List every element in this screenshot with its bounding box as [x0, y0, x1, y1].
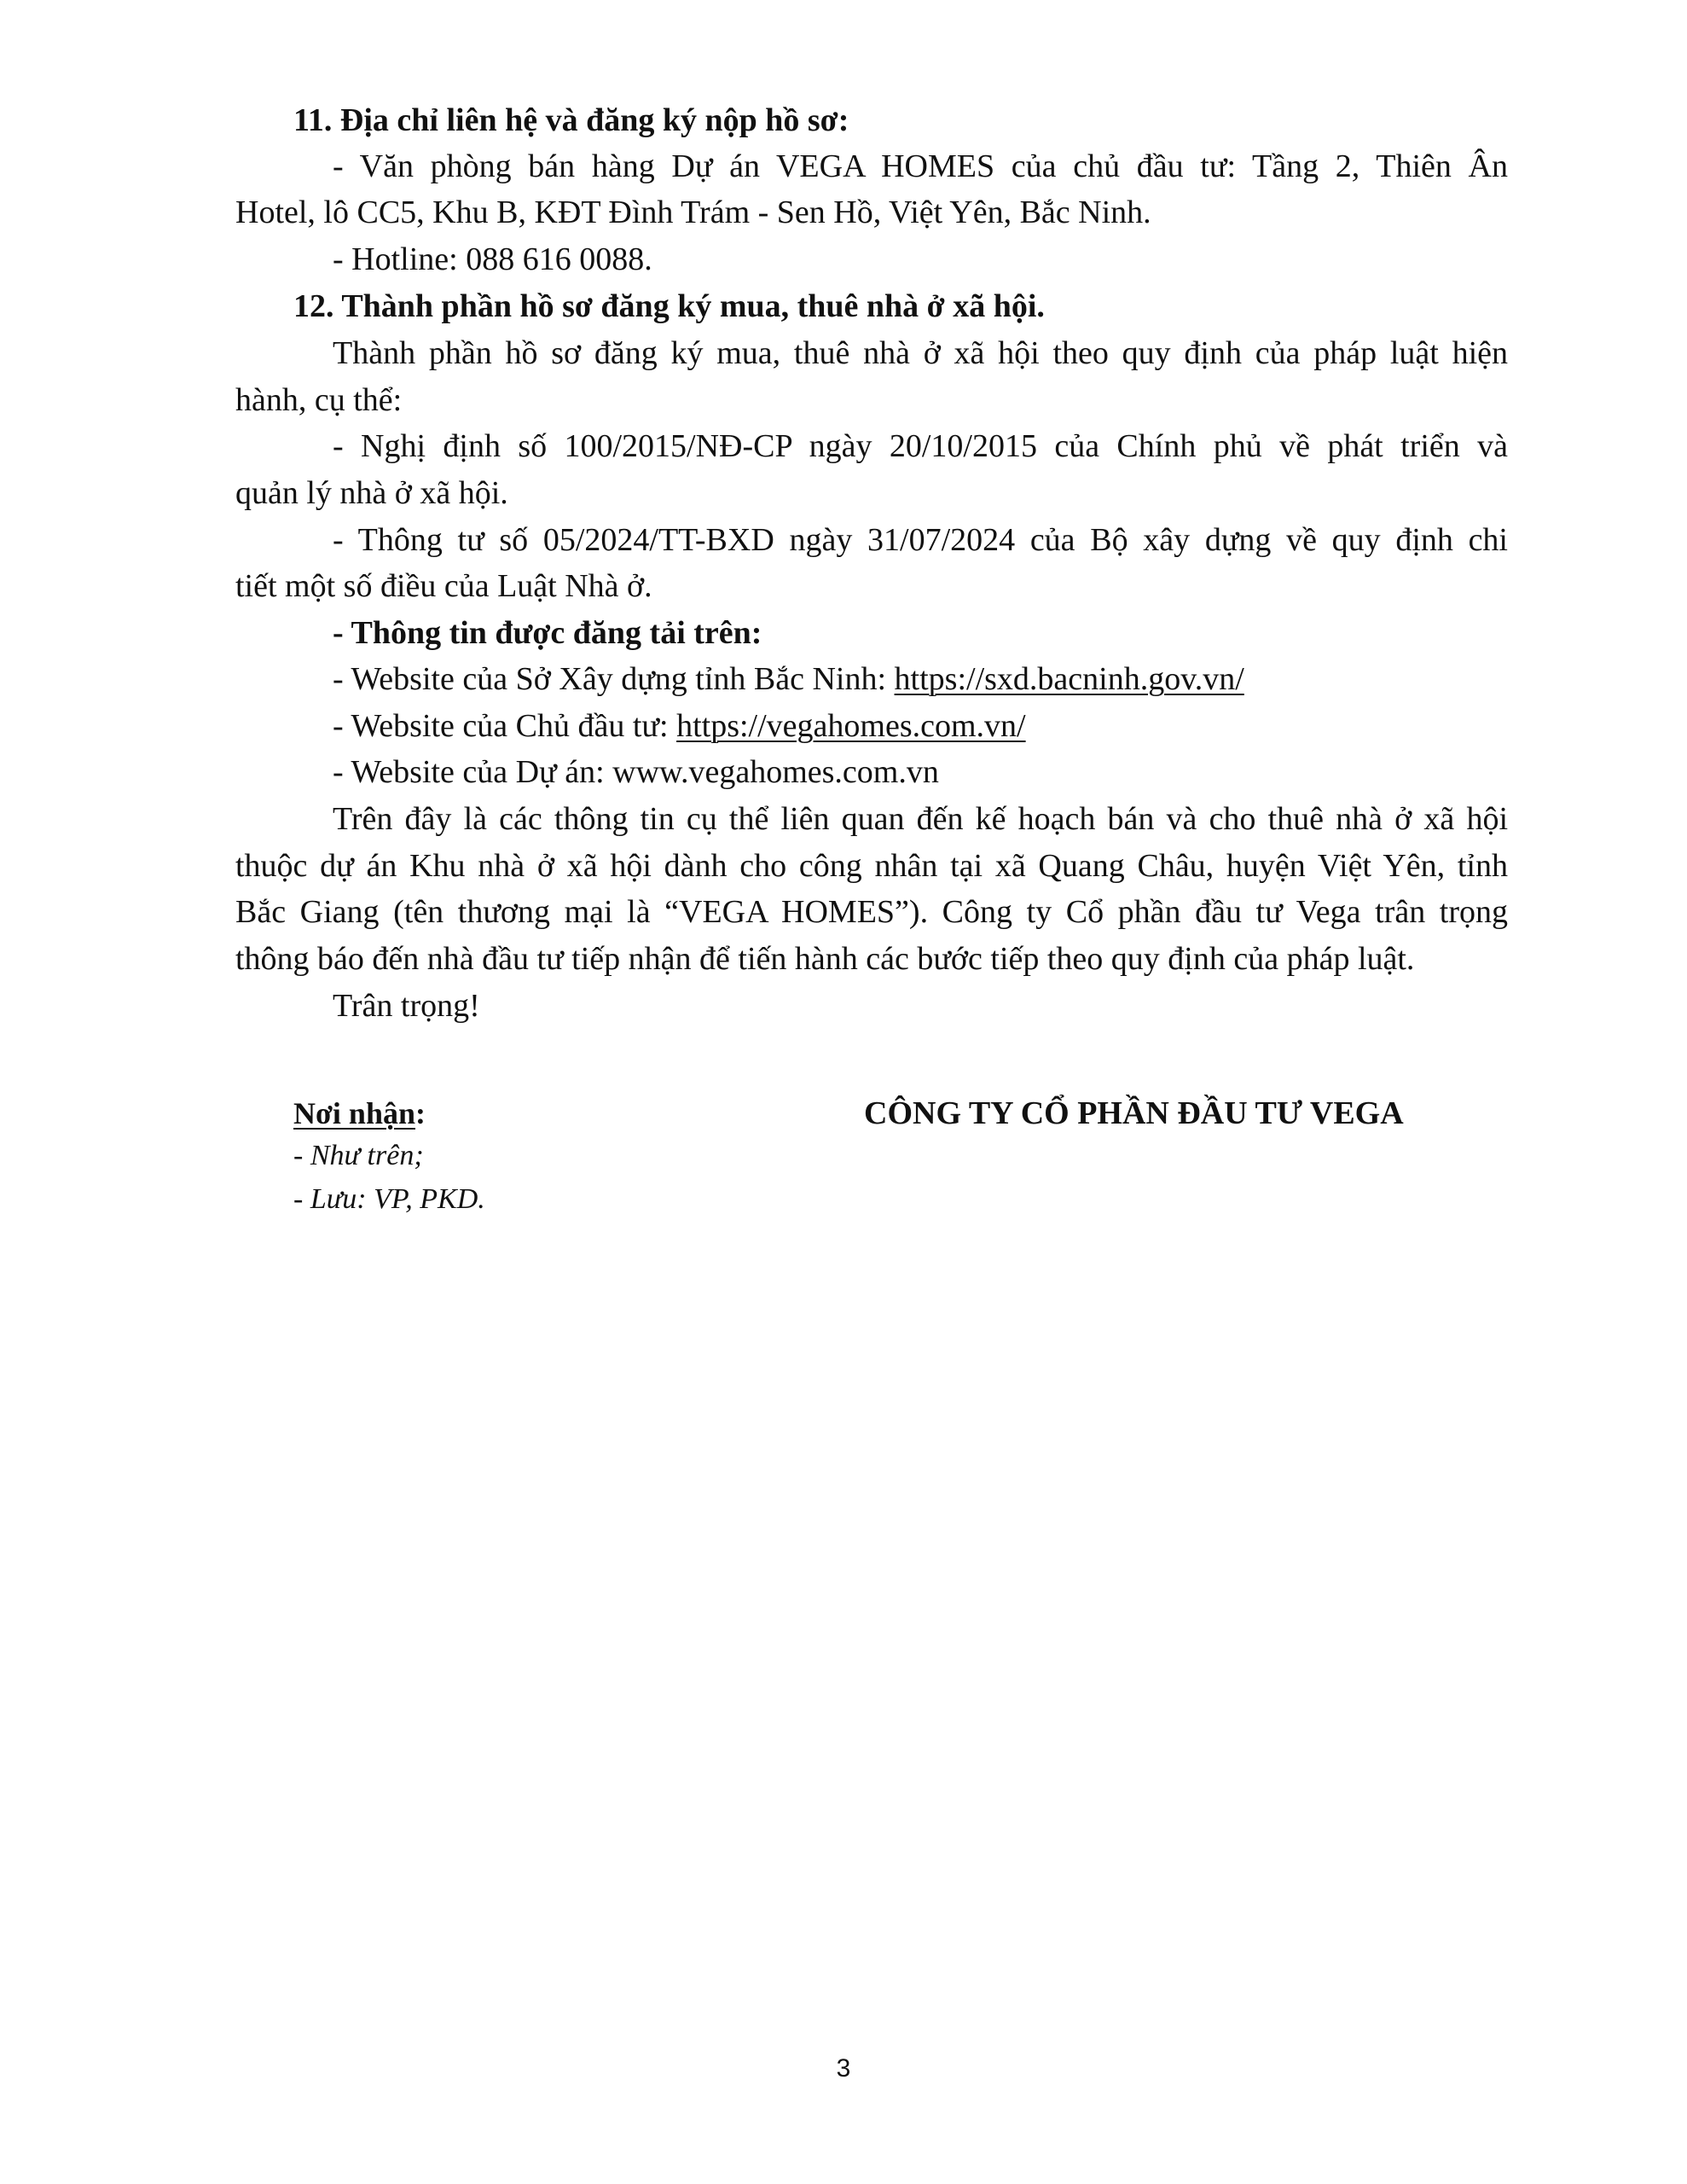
recipient-item-1: - Như trên;	[293, 1140, 424, 1171]
page-number: 3	[836, 2054, 851, 2082]
section-11-office-line-2: Hotel, lô CC5, Khu B, KĐT Đình Trám - Sen Hồ, Việt Yên, Bắc Ninh.	[235, 195, 1151, 230]
website-department-link[interactable]: https://sxd.bacninh.gov.vn/	[894, 661, 1244, 697]
decree-line-1: - Nghị định số 100/2015/NĐ-CP ngày 20/10/2015 của Chính phủ về phát triển và	[333, 428, 1508, 464]
website-department-line	[333, 659, 1244, 699]
section-12-intro-line-2: hành, cụ thể:	[235, 382, 403, 418]
recipient-item-2: - Lưu: VP, PKD.	[293, 1183, 485, 1215]
closing-line-4: thông báo đến nhà đầu tư tiếp nhận để tiến hành các bước tiếp theo quy định của pháp luật.	[235, 941, 1415, 977]
section-11-heading: 11. Địa chỉ liên hệ và đăng ký nộp hồ sơ:	[293, 102, 849, 138]
recipients-label: Nơi nhận	[293, 1096, 415, 1130]
signature-company-name: CÔNG TY CỔ PHẦN ĐẦU TƯ VEGA	[864, 1095, 1404, 1131]
website-project-line: - Website của Dự án: www.vegahomes.com.vn	[333, 754, 939, 790]
closing-line-1: Trên đây là các thông tin cụ thể liên quan đến kế hoạch bán và cho thuê nhà ở xã hội	[333, 801, 1508, 837]
closing-regards: Trân trọng!	[333, 988, 480, 1024]
section-11-hotline: - Hotline: 088 616 0088.	[333, 241, 652, 277]
closing-line-3: Bắc Giang (tên thương mại là “VEGA HOMES”). Công ty Cổ phần đầu tư Vega trân trọng	[235, 894, 1508, 930]
recipients-colon: :	[415, 1096, 426, 1130]
section-12-heading: 12. Thành phần hồ sơ đăng ký mua, thuê nhà ở xã hội.	[293, 288, 1045, 324]
circular-line-2: tiết một số điều của Luật Nhà ở.	[235, 568, 652, 604]
posted-info-heading: - Thông tin được đăng tải trên:	[333, 615, 762, 651]
recipients-heading	[293, 1094, 426, 1133]
closing-line-2: thuộc dự án Khu nhà ở xã hội dành cho công nhân tại xã Quang Châu, huyện Việt Yên, tỉnh	[235, 848, 1508, 884]
decree-line-2: quản lý nhà ở xã hội.	[235, 475, 508, 511]
website-investor-line	[333, 706, 1026, 746]
circular-line-1: - Thông tư số 05/2024/TT-BXD ngày 31/07/2024 của Bộ xây dựng về quy định chi	[333, 522, 1508, 558]
website-investor-label: - Website của Chủ đầu tư:	[333, 708, 677, 744]
website-department-label: - Website của Sở Xây dựng tỉnh Bắc Ninh:	[333, 661, 895, 697]
website-investor-link[interactable]: https://vegahomes.com.vn/	[676, 708, 1026, 744]
section-12-intro-line-1: Thành phần hồ sơ đăng ký mua, thuê nhà ở xã hội theo quy định của pháp luật hiện	[333, 335, 1508, 371]
section-11-office-line-1: - Văn phòng bán hàng Dự án VEGA HOMES của chủ đầu tư: Tầng 2, Thiên Ân	[333, 148, 1508, 184]
